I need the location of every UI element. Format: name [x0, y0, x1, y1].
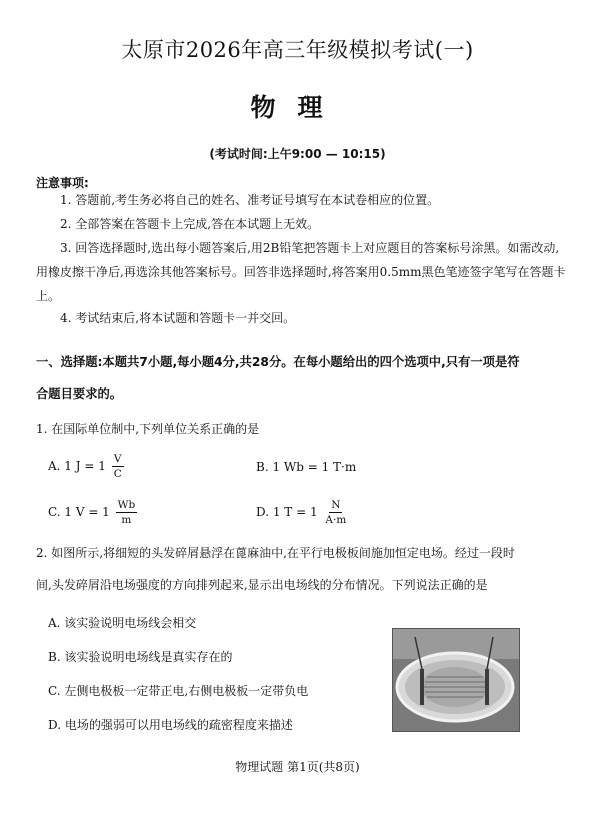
q1-a-numerator: V [113, 453, 122, 465]
q1-option-c [48, 498, 137, 527]
q1-d-numerator: N [331, 499, 341, 511]
notice-heading: 注意事项: [36, 176, 89, 190]
q1-c-denominator: m [121, 514, 132, 526]
q1-option-a [48, 452, 124, 481]
question-1-stem: 1. 在国际单位制中,下列单位关系正确的是 [36, 422, 260, 436]
section-heading-line-1: 一、选择题:本题共7小题,每小题4分,共28分。在每小题给出的四个选项中,只有一项是符 [36, 355, 520, 369]
notice-item-1: 1. 答题前,考生务必将自己的姓名、准考证号填写在本试卷相应的位置。 [60, 193, 440, 207]
q1-c-numerator: Wb [117, 499, 136, 511]
q1-option-b: B. 1 Wb = 1 T·m [256, 460, 357, 474]
q2-option-b: B. 该实验说明电场线是真实存在的 [48, 650, 233, 664]
question-2-stem-line-2: 间,头发碎屑沿电场强度的方向排列起来,显示出电场线的分布情况。下列说法正确的是 [36, 578, 488, 592]
q1-a-denominator: C [113, 468, 122, 480]
q1-option-d-text: D. 1 T = 1 [256, 505, 318, 519]
q2-option-a: A. 该实验说明电场线会相交 [48, 616, 197, 630]
q1-option-d-fraction [323, 498, 348, 527]
q1-option-c-fraction [116, 498, 138, 527]
notice-item-3: 3. 回答选择题时,选出每小题答案后,用2B铅笔把答题卡上对应题目的答案标号涂黑。如需改动,用橡皮擦干净后,再选涂其他答案标号。回答非选择题时,将答案用0.5mm黑色笔迹签字笔写在答题卡上。 [36, 241, 566, 303]
exam-time: (考试时间:上午9:00 — 10:15) [209, 147, 386, 161]
electric-field-experiment-photo [392, 628, 520, 732]
q1-option-d [256, 498, 348, 527]
notice-item-2: 2. 全部答案在答题卡上完成,答在本试题上无效。 [60, 217, 320, 231]
q1-option-a-text: A. 1 J = 1 [48, 459, 106, 473]
q2-option-d: D. 电场的强弱可以用电场线的疏密程度来描述 [48, 718, 293, 732]
page-footer: 物理试题 第1页(共8页) [235, 760, 360, 774]
q1-option-c-text: C. 1 V = 1 [48, 505, 110, 519]
q2-option-c: C. 左侧电极板一定带正电,右侧电极板一定带负电 [48, 684, 309, 698]
section-heading-line-2: 合题目要求的。 [36, 387, 123, 401]
q1-d-denominator: A·m [325, 514, 347, 526]
q1-option-a-fraction [112, 452, 124, 481]
exam-title: 太原市2026年高三年级模拟考试(一) [121, 38, 474, 62]
question-2-stem-line-1: 2. 如图所示,将细短的头发碎屑悬浮在蓖麻油中,在平行电极板间施加恒定电场。经过一段时 [36, 546, 515, 560]
subject-title: 物理 [250, 93, 345, 122]
notice-item-4: 4. 考试结束后,将本试题和答题卡一并交回。 [60, 311, 296, 325]
